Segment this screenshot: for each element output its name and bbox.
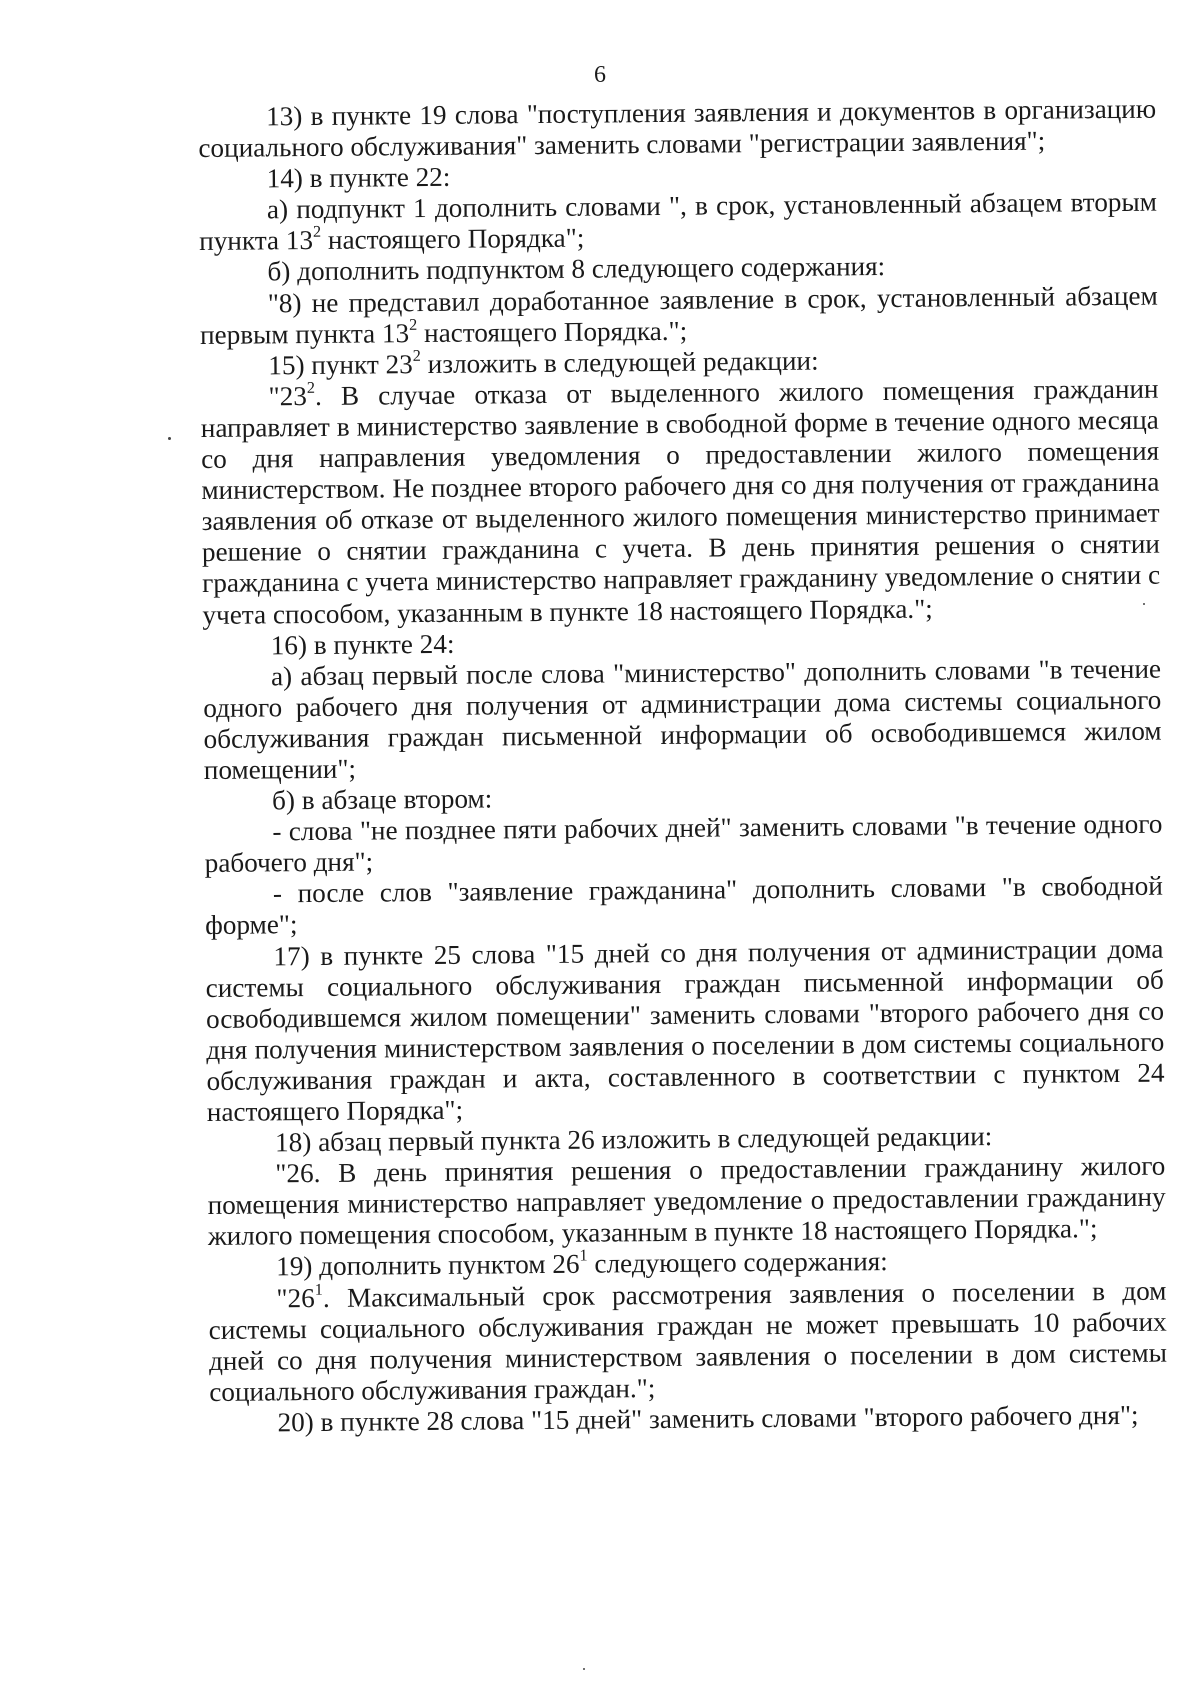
text-segment: 19) дополнить пунктом 26 — [276, 1249, 580, 1282]
text-segment: настоящего Порядка."; — [417, 315, 688, 348]
paragraph-p17 — [205, 933, 1165, 1128]
text-segment: 16) в пункте 24: — [270, 628, 455, 660]
text-segment: - слова "не позднее пяти рабочих дней" заменить словами "в течение одного рабочего дня"; — [204, 808, 1163, 879]
text-segment: 14) в пункте 22: — [266, 161, 451, 194]
text-segment: "8) не представил доработанное заявление в срок, установленный абзацем первым пункта 13 — [199, 280, 1158, 350]
paragraph-p13 — [198, 94, 1157, 165]
scan-speck — [168, 437, 171, 440]
paragraph-p15text — [200, 373, 1160, 630]
paragraph-p18text — [207, 1151, 1166, 1253]
text-segment: "26 — [276, 1282, 315, 1313]
text-segment: "26. В день принятия решения о предоставлении гражданину жилого помещения министерство направляет уведомление о предоставлении гражданину жилого помещения способом, указанным в пункте 18 настоящего Порядка."; — [207, 1150, 1166, 1252]
scan-speck — [583, 1668, 585, 1670]
paragraph-p14b8 — [200, 280, 1159, 351]
superscript: 2 — [306, 377, 316, 397]
text-segment: настоящего Порядка"; — [321, 223, 585, 256]
superscript: 1 — [579, 1245, 588, 1265]
superscript: 2 — [312, 222, 322, 242]
text-segment: "23 — [268, 380, 307, 412]
text-segment: . Максимальный срок рассмотрения заявления о поселении в дом системы социального обслуживания граждан не может превышать 10 рабочих дней со дня получения министерством заявления о поселении в дом системы социального обслуживания граждан."; — [208, 1275, 1168, 1407]
text-segment: б) дополнить подпунктом 8 следующего содержания: — [267, 251, 886, 287]
text-segment: 13) в пункте 19 слова "поступления заявления и документов в организацию социального обслуживания" заменить словами "регистрации заявления"; — [198, 93, 1157, 164]
text-segment: 20) в пункте 28 слова "15 дней" заменить словами "второго рабочего дня"; — [277, 1399, 1139, 1438]
text-segment: . В случае отказа от выделенного жилого помещения гражданин направляет в министерство заявление в свободной форме в течение одного месяца со дня направления уведомления о предоставлении жилого помещения министерством. Не позднее второго рабочего дня со дня получения от гражданина заявления об отказе от выделенного жилого помещения министерство принимает решение о снятии гражданина с учета. В день принятия решения о снятии гражданина с учета министерство направляет гражданину уведомление о снятии с учета способом, указанным в пункте 18 настоящего Порядка."; — [200, 373, 1161, 630]
paragraph-p14a — [199, 187, 1158, 258]
text-segment: 17) в пункте 25 слова "15 дней со дня получения от администрации дома системы социального обслуживания граждан письменной информации об освободившемся жилом помещении" заменить словами "второго рабочего дня со дня получения министерством заявления о поселении в дом системы социального обслуживания граждан и акта, составленного в соответствии с пунктом 24 настоящего Порядка"; — [205, 933, 1165, 1127]
text-segment: а) подпункт 1 дополнить словами ", в срок, установленный абзацем вторым пункта 13 — [199, 186, 1158, 257]
superscript: 2 — [412, 345, 421, 365]
text-segment: б) в абзаце втором: — [271, 783, 493, 816]
superscript: 2 — [408, 314, 418, 334]
text-segment: - после слов "заявление гражданина" дополнить словами "в свободной форме"; — [205, 870, 1164, 941]
paragraph-p16b2 — [205, 871, 1164, 942]
page-number: 6 — [594, 62, 606, 88]
text-segment: 18) абзац первый пункта 26 изложить в следующей редакции: — [274, 1121, 993, 1158]
superscript: 1 — [314, 1279, 323, 1299]
text-segment: изложить в следующей редакции: — [420, 345, 819, 379]
paragraph-p19text — [208, 1275, 1167, 1408]
paragraph-p16a — [203, 653, 1162, 786]
text-segment: а) абзац первый после слова "министерство" дополнить словами "в течение одного рабочего дня получения от администрации дома системы социального обслуживания граждан письменной информации об освободившемся жилом помещении"; — [203, 653, 1162, 785]
document-body — [198, 94, 1168, 1439]
text-segment: следующего содержания: — [587, 1246, 888, 1280]
scan-speck — [1143, 603, 1145, 605]
text-segment: 15) пункт 23 — [268, 348, 413, 381]
paragraph-p16b1 — [204, 809, 1163, 880]
